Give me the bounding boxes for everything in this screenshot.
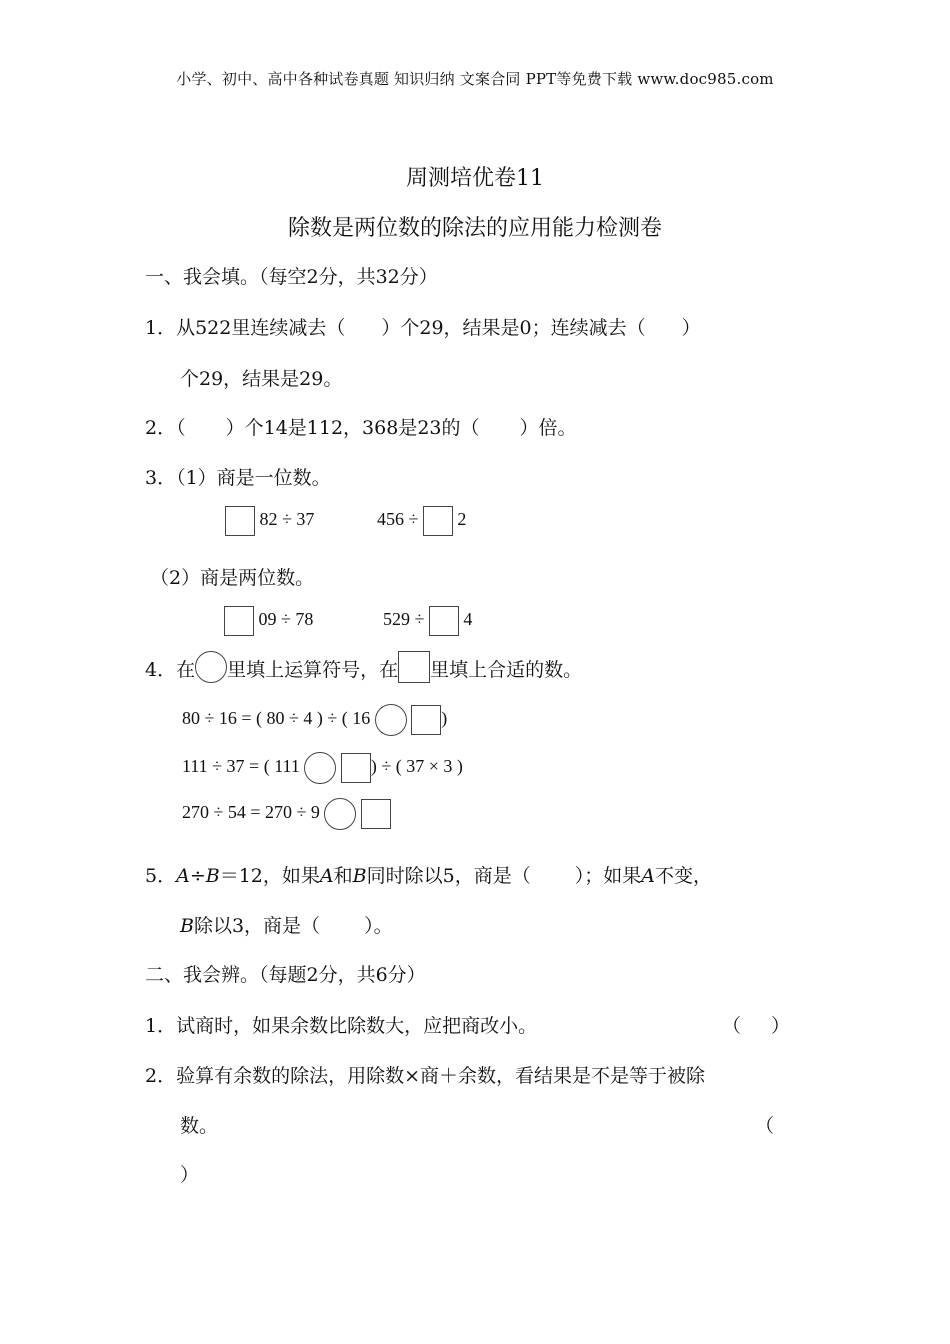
var-b: B (352, 865, 367, 887)
expr-text: 4 (463, 609, 473, 630)
q1-text-c: ） (681, 317, 701, 339)
q2-text-a: （ (176, 417, 186, 439)
operator-circle[interactable] (375, 704, 407, 736)
q5-text-e: 除以3，商是（ (193, 915, 321, 937)
expr-text: ) (441, 708, 448, 729)
q1-text-b: ）个29，结果是0；连续减去（ (381, 317, 646, 339)
answer-box[interactable] (423, 506, 453, 536)
expr-text: 529 ÷ (383, 609, 425, 630)
q5-text-d: 不变， (654, 865, 712, 887)
q3-expr-1 (225, 506, 314, 536)
question-3 (145, 463, 331, 490)
answer-box[interactable] (341, 753, 371, 783)
q4-row-2 (182, 752, 463, 784)
q1-text-a: 从522里连续减去（ (176, 317, 346, 339)
page-header: 小学、初中、高中各种试卷真题 知识归纳 文案合同 PPT等免费下载 www.doc985.com (176, 70, 774, 88)
title-line2: 除数是两位数的除法的应用能力检测卷 (287, 216, 662, 241)
q5-text-f: ）。 (364, 915, 393, 937)
question-2 (145, 413, 577, 440)
answer-box[interactable] (429, 606, 459, 636)
question-number: 2． (145, 1065, 177, 1087)
question-number: 4． (145, 659, 177, 681)
q3-expr-2 (377, 506, 466, 536)
question-1 (145, 313, 701, 340)
answer-box[interactable] (225, 506, 255, 536)
question-1-cont: 个29，结果是29。 (180, 368, 343, 390)
q3-part2: （2）商是两位数。 (150, 567, 315, 589)
div-sign: ÷ (189, 865, 206, 887)
answer-box[interactable] (224, 606, 254, 636)
question-5 (145, 861, 712, 888)
paren-close: ） (771, 1015, 791, 1037)
question-number: 1． (145, 1015, 177, 1037)
judge-2 (145, 1061, 705, 1088)
q4-text-a: 在 (176, 659, 196, 681)
q4-text-b: 里填上运算符号，在 (227, 659, 399, 681)
q4-row-1 (182, 704, 447, 736)
q2-text-c: ）倍。 (519, 417, 577, 439)
answer-box[interactable] (361, 799, 391, 829)
expr-text: 111 ÷ 37 = ( 111 (182, 756, 300, 777)
question-number: 2． (145, 417, 177, 439)
q4-row-3 (182, 798, 391, 830)
q4-text-c: 里填上合适的数。 (430, 659, 583, 681)
judge-2-paren-close[interactable]: ） (180, 1164, 200, 1186)
square-icon (398, 651, 430, 683)
var-a: A (176, 865, 190, 887)
q3-part1: （1）商是一位数。 (176, 467, 331, 489)
expr-text: 456 ÷ (377, 509, 419, 530)
expr-text: ) ÷ ( 37 × 3 ) (370, 756, 463, 777)
operator-circle[interactable] (304, 752, 336, 784)
q2-text-b: ）个14是112，368是23的（ (225, 417, 480, 439)
expr-text: 2 (457, 509, 467, 530)
expr-text: 82 ÷ 37 (259, 509, 315, 530)
title-line1: 周测培优卷11 (406, 166, 544, 191)
q5-and: 和 (333, 865, 353, 887)
expr-text: 09 ÷ 78 (258, 609, 314, 630)
var-a: A (319, 865, 334, 887)
question-number: 5． (145, 865, 177, 887)
q5-text-c: ）；如果 (574, 865, 642, 887)
expr-text: 80 ÷ 16 = ( 80 ÷ 4 ) ÷ ( 16 (182, 708, 371, 729)
judge-1 (145, 1011, 537, 1038)
q3-expr-4 (383, 606, 472, 636)
circle-icon (195, 651, 227, 683)
expr-text: 270 ÷ 54 = 270 ÷ 9 (182, 802, 320, 823)
var-b: B (205, 865, 220, 887)
section1-heading: 一、我会填。（每空2分，共32分） (145, 266, 438, 288)
question-5-cont (180, 911, 393, 938)
judge-2-paren-open[interactable]: （ (755, 1115, 775, 1137)
question-number: 3． (145, 467, 177, 489)
q3-expr-3 (224, 606, 313, 636)
judge-2-text: 验算有余数的除法，用除数×商＋余数，看结果是不是等于被除 (176, 1065, 706, 1087)
var-b: B (180, 915, 194, 937)
q5-text-b: 同时除以5，商是（ (366, 865, 531, 887)
section2-heading: 二、我会辨。（每题2分，共6分） (145, 964, 426, 986)
var-a: A (641, 865, 655, 887)
question-number: 1． (145, 317, 177, 339)
operator-circle[interactable] (324, 798, 356, 830)
judge-1-text: 试商时，如果余数比除数大，应把商改小。 (176, 1015, 538, 1037)
q5-text-a: ＝12，如果 (219, 865, 320, 887)
paren-open: （ (722, 1015, 742, 1037)
judge-1-answer[interactable] (722, 1011, 790, 1038)
answer-box[interactable] (411, 705, 441, 735)
judge-2-cont: 数。 (180, 1115, 219, 1137)
question-4 (145, 655, 582, 683)
